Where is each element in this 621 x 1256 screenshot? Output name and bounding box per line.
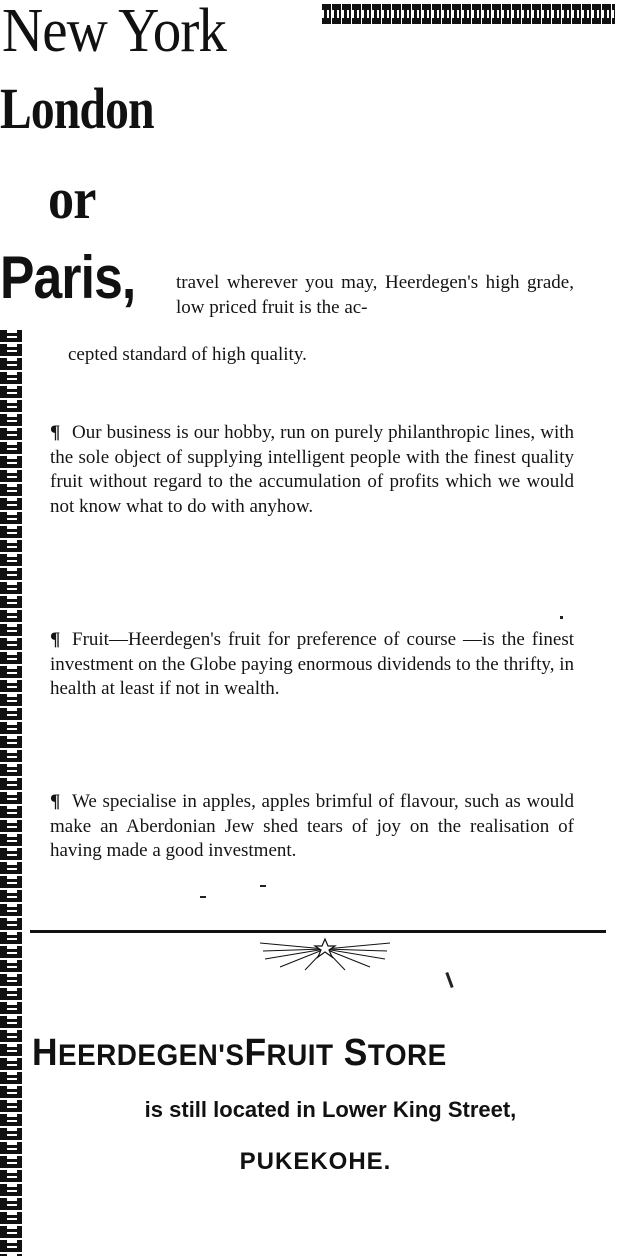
store-location: is still located in Lower King Street,	[144, 1097, 517, 1122]
pilcrow-icon: ¶	[50, 791, 61, 812]
pilcrow-icon: ¶	[50, 422, 61, 443]
pilcrow-icon: ¶	[50, 629, 61, 650]
paragraph-apples	[50, 790, 574, 864]
headline-new-york: New York	[2, 0, 227, 65]
paragraph-text: We specialise in apples, apples brimful of flavour, such as would make an Aberdonian Jew shed tears of joy on the realisation of having made a good investment.	[50, 791, 574, 861]
print-speck	[200, 896, 206, 898]
store-name-initial-s: S	[343, 1032, 368, 1074]
headline-or: or	[48, 166, 96, 231]
top-decorative-border	[322, 4, 615, 24]
horizontal-rule	[30, 930, 606, 933]
paragraph-text: Our business is our hobby, run on purely philanthropic lines, with the sole object of supplying intelligent people with the finest quality fruit without regard to the accumulation of profits which we would not know what to do with anyhow.	[50, 422, 574, 517]
intro-text-part2: cepted standard of high quality.	[68, 344, 307, 365]
store-name-initial-f: F	[244, 1032, 267, 1074]
intro-text-part1: travel wherever you may, Heerdegen's high grade, low priced fruit is the ac-	[176, 272, 574, 318]
headline-paris: Paris,	[0, 244, 136, 311]
store-name	[32, 1034, 581, 1072]
print-speck	[560, 616, 563, 619]
paragraph-hobby	[50, 421, 574, 519]
store-town: PUKEKOHE.	[239, 1148, 392, 1175]
print-speck	[445, 972, 453, 988]
store-name-initial-h: H	[32, 1032, 58, 1074]
paragraph-investment	[50, 628, 574, 702]
store-name-part3: TORE	[367, 1039, 447, 1072]
store-name-part1: EERDEGEN'S	[57, 1039, 245, 1072]
headline-london: London	[0, 76, 154, 141]
store-name-part2: RUIT	[266, 1039, 334, 1072]
print-speck	[260, 885, 266, 887]
starburst-ornament-icon	[255, 937, 395, 973]
paragraph-text: Fruit—Heerdegen's fruit for preference of course —is the finest investment on the Globe paying enormous dividends to the thrifty, in health at least if not in wealth.	[50, 629, 574, 699]
